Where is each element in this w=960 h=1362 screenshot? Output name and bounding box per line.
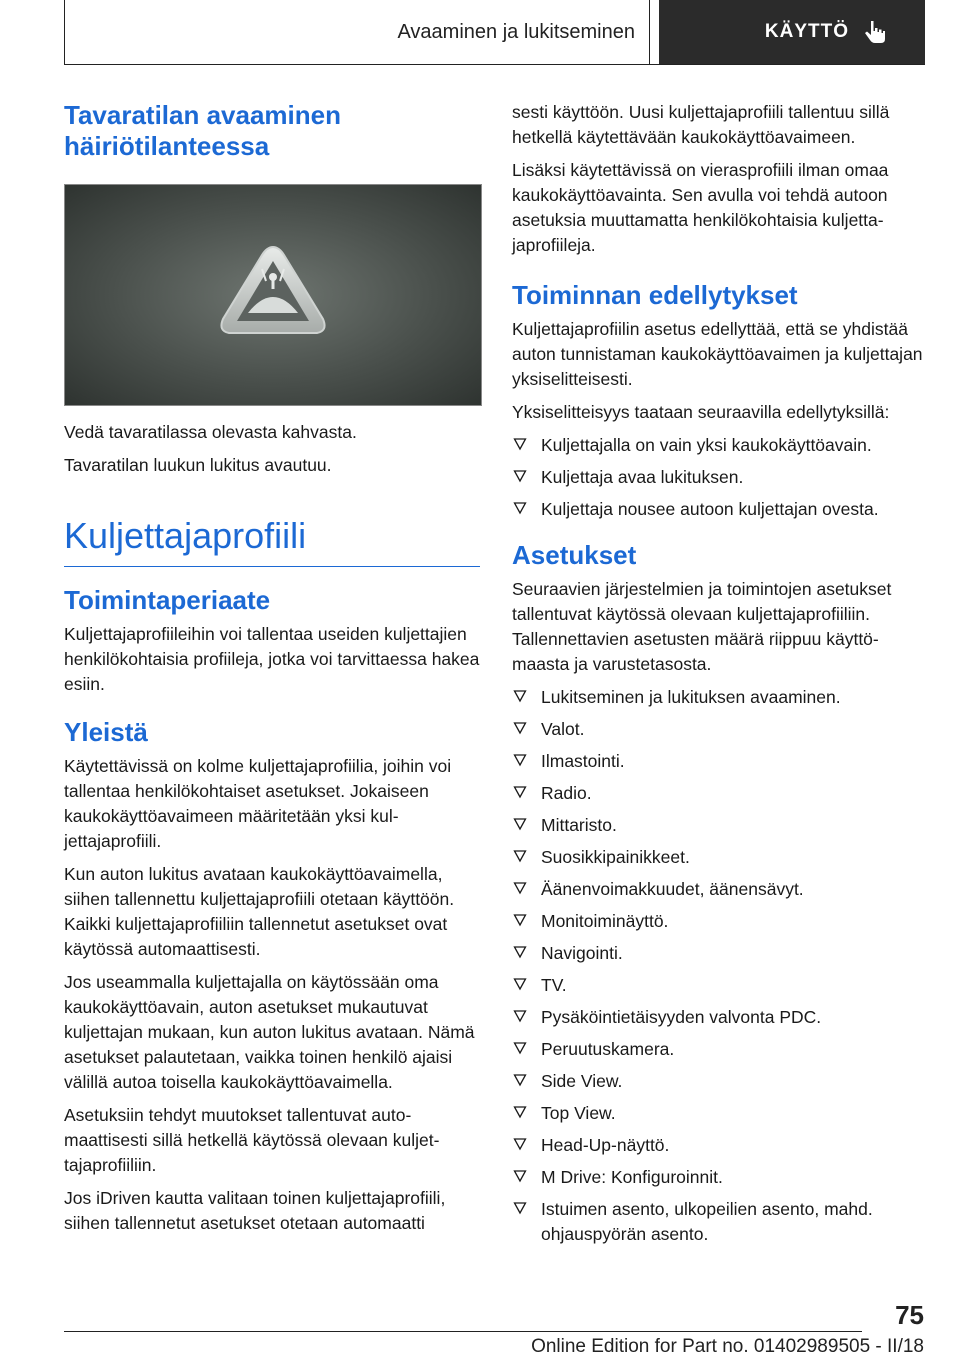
continued-text-2: Lisäksi käytettävissä on vierasprofiili ilman omaa kaukokäyttöavainta. Sen avulla voi tehdä autoon asetuksia muuttamatta henkilökohtaisia kuljettajaprofiileja. <box>512 160 889 255</box>
settings-list <box>512 685 926 1247</box>
bullet-triangle-icon <box>513 1137 527 1151</box>
list-item <box>512 1165 926 1190</box>
driver-profile-heading: Kuljettajaprofiili <box>64 514 480 567</box>
list-item-text: Kuljettaja avaa lukituksen. <box>541 467 744 487</box>
general-text-3: Jos useammalla kuljettajalla on käytössään oma kaukokäyttöavain, auton asetukset mukautuvat kuljettajan mukaan, kun auton lukitus avataan. Nämä asetukset palautetaan, vaikka toinen henkilö ajaisi välillä autoa toisella kaukokäyttöavaimella. <box>64 972 475 1092</box>
trunk-result: Tavaratilan luukun lukitus avautuu. <box>64 455 332 475</box>
list-item <box>512 1005 926 1030</box>
bullet-triangle-icon <box>513 785 527 799</box>
trunk-heading: Tavaratilan avaaminen häiriötilanteessa <box>64 100 341 161</box>
bullet-triangle-icon <box>513 501 527 515</box>
list-item-text: Lukitseminen ja lukituksen avaaminen. <box>541 687 841 707</box>
bullet-triangle-icon <box>513 753 527 767</box>
list-item-text: Äänenvoimakkuudet, äänensävyt. <box>541 879 804 899</box>
edition-note: Online Edition for Part no. 01402989505 - II/18 <box>531 1336 924 1357</box>
bullet-triangle-icon <box>513 689 527 703</box>
hand-pointer-icon <box>863 19 887 45</box>
general-text-2: Kun auton lukitus avataan kaukokäyttöavaimella, siihen tallennettu kuljettajaprofiili otetaan käyttöön. Kaikki kuljettajaprofiiliin tallennetut asetukset ovat käytössä automaattisesti. <box>64 864 455 959</box>
requirements-text-2: Yksiselitteisyys taataan seuraavilla edellytyksillä: <box>512 402 890 422</box>
bullet-triangle-icon <box>513 1041 527 1055</box>
list-item-text: Kuljettaja nousee autoon kuljettajan ovesta. <box>541 499 879 519</box>
trunk-instruction: Vedä tavaratilassa olevasta kahvasta. <box>64 422 357 442</box>
list-item <box>512 497 926 522</box>
bullet-triangle-icon <box>513 849 527 863</box>
requirements-list <box>512 433 926 522</box>
bullet-triangle-icon <box>513 1169 527 1183</box>
left-column <box>64 100 480 1244</box>
bullet-triangle-icon <box>513 945 527 959</box>
list-item-text: TV. <box>541 975 567 995</box>
list-item <box>512 717 926 742</box>
bullet-triangle-icon <box>513 721 527 735</box>
bullet-triangle-icon <box>513 913 527 927</box>
bullet-triangle-icon <box>513 1201 527 1215</box>
list-item-text: Suosikkipainikkeet. <box>541 847 690 867</box>
settings-heading: Asetukset <box>512 540 637 570</box>
section-title: Avaaminen ja lukitseminen <box>65 0 650 64</box>
list-item <box>512 1197 926 1247</box>
general-heading: Yleistä <box>64 717 148 747</box>
list-item-text: Monitoiminäyttö. <box>541 911 669 931</box>
list-item <box>512 1069 926 1094</box>
bullet-triangle-icon <box>513 437 527 451</box>
principle-heading: Toimintaperiaate <box>64 585 271 615</box>
list-item-text: Mittaristo. <box>541 815 617 835</box>
list-item <box>512 909 926 934</box>
list-item-text: Istuimen asento, ulkopeilien asento, mahd. ohjauspyörän asento. <box>541 1199 873 1244</box>
list-item-text: Navigointi. <box>541 943 623 963</box>
list-item <box>512 941 926 966</box>
bullet-triangle-icon <box>513 469 527 483</box>
footer-rule <box>64 1331 862 1332</box>
list-item-text: Pysäköintietäisyyden valvonta PDC. <box>541 1007 822 1027</box>
trunk-release-handle-icon <box>65 185 481 405</box>
list-item <box>512 813 926 838</box>
bullet-triangle-icon <box>513 881 527 895</box>
trunk-handle-figure <box>64 184 482 406</box>
requirements-heading: Toiminnan edellytykset <box>512 280 798 310</box>
list-item-text: Top View. <box>541 1103 616 1123</box>
general-text-1: Käytettävissä on kolme kuljettajaprofiilia, joihin voi tallentaa henkilökohtaiset asetukset. Jokaiseen kaukokäyttöavaimeen määritetään yksi kuljettajaprofiili. <box>64 756 452 851</box>
requirements-text-1: Kuljettajaprofiilin asetus edellyttää, että se yhdistää auton tunnistaman kaukokäyttöavaimen ja kuljettajan yksiselitteisesti. <box>512 319 923 389</box>
bullet-triangle-icon <box>513 977 527 991</box>
list-item-text: Valot. <box>541 719 585 739</box>
list-item <box>512 973 926 998</box>
list-item <box>512 781 926 806</box>
list-item <box>512 1133 926 1158</box>
bullet-triangle-icon <box>513 1073 527 1087</box>
list-item-text: Kuljettajalla on vain yksi kaukokäyttöavain. <box>541 435 872 455</box>
page-number: 75 <box>895 1300 924 1330</box>
list-item <box>512 877 926 902</box>
list-item-text: Side View. <box>541 1071 623 1091</box>
list-item <box>512 465 926 490</box>
list-item <box>512 685 926 710</box>
chapter-tab <box>659 0 925 64</box>
list-item-text: Ilmastointi. <box>541 751 625 771</box>
bullet-triangle-icon <box>513 1105 527 1119</box>
list-item <box>512 433 926 458</box>
list-item <box>512 845 926 870</box>
list-item-text: M Drive: Konfiguroinnit. <box>541 1167 723 1187</box>
bullet-triangle-icon <box>513 817 527 831</box>
list-item-text: Head-Up-näyttö. <box>541 1135 670 1155</box>
list-item-text: Radio. <box>541 783 592 803</box>
list-item <box>512 1101 926 1126</box>
principle-text: Kuljettajaprofiileihin voi tallentaa useiden kuljettajien henkilökohtaisia profiileja, jotka voi tarvittaessa hakea esiin. <box>64 624 480 694</box>
chapter-title: KÄYTTÖ <box>764 21 849 42</box>
list-item-text: Peruutuskamera. <box>541 1039 675 1059</box>
list-item <box>512 749 926 774</box>
general-text-4: Asetuksiin tehdyt muutokset tallentuvat automaattisesti sillä hetkellä käytössä olevaan kuljettajaprofiiliin. <box>64 1105 440 1175</box>
settings-text: Seuraavien järjestelmien ja toimintojen asetukset tallentuvat käytössä olevaan kuljettajaprofiiliin. Tallennettavien asetusten määrä riippuu käyttömaasta ja varustetasosta. <box>512 579 892 674</box>
page-header <box>64 0 925 65</box>
continued-text-1: sesti käyttöön. Uusi kuljettajaprofiili tallentuu sillä hetkellä käytettävään kaukokäyttöavaimeen. <box>512 102 890 147</box>
general-text-5: Jos iDriven kautta valitaan toinen kuljettajaprofiili, siihen tallennetut asetukset otetaan automaatti <box>64 1188 446 1233</box>
list-item <box>512 1037 926 1062</box>
right-column <box>512 100 926 1255</box>
bullet-triangle-icon <box>513 1009 527 1023</box>
